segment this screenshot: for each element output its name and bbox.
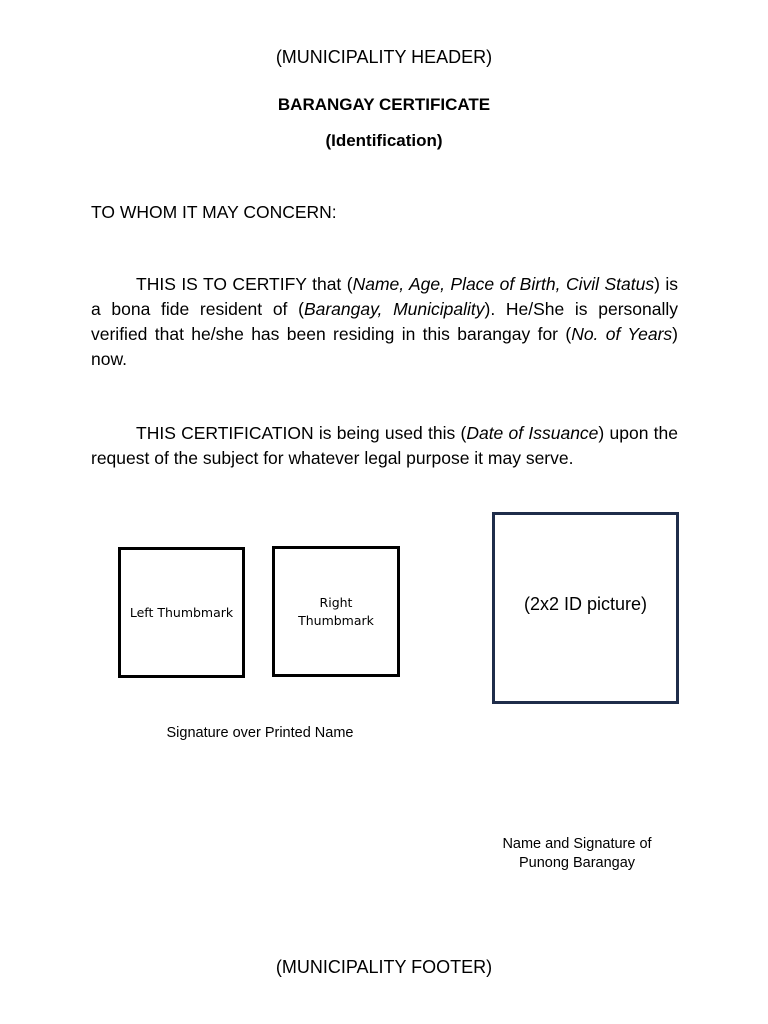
id-picture-label: (2x2 ID picture) (523, 594, 648, 614)
municipality-footer: (MUNICIPALITY FOOTER) (275, 957, 493, 977)
document-title: BARANGAY CERTIFICATE (277, 95, 491, 114)
placeholder-barangay-municipality: Barangay, Municipality (303, 299, 485, 319)
para2-text-2: ) upon the request of the subject for whatever legal purpose it may serve. (91, 423, 678, 468)
placeholder-personal-details: Name, Age, Place of Birth, Civil Status (352, 274, 655, 294)
left-thumbmark-box (118, 547, 245, 678)
punong-barangay-signature (467, 835, 687, 873)
usage-paragraph (91, 421, 678, 471)
signature-label: Signature over Printed Name (166, 725, 354, 741)
para1-text-1: THIS IS TO CERTIFY that ( (136, 274, 353, 294)
right-thumbmark-box (272, 546, 400, 677)
document-subtitle: (Identification) (325, 131, 443, 150)
right-thumbmark-label-line2: Thumbmark (298, 612, 374, 628)
para2-text-1: THIS CERTIFICATION is being used this ( (136, 423, 467, 443)
para1-text-3: ). He/She is personally verified that he/she has been residing in this barangay for ( (91, 299, 678, 344)
para1-text-2: ) is a bona fide resident of ( (91, 274, 679, 319)
id-picture-box (492, 512, 679, 704)
para1-text-4: ) now. (91, 324, 678, 369)
right-thumbmark-label (298, 594, 374, 630)
placeholder-years: No. of Years (571, 324, 673, 344)
certification-paragraph (91, 272, 678, 372)
punong-line-2: Punong Barangay (518, 855, 636, 871)
punong-line-1: Name and Signature of (502, 836, 652, 852)
left-thumbmark-label: Left Thumbmark (129, 604, 234, 620)
placeholder-date-issuance: Date of Issuance (466, 423, 599, 443)
municipality-header: (MUNICIPALITY HEADER) (275, 47, 493, 67)
right-thumbmark-label-line1: Right (319, 594, 353, 610)
salutation: TO WHOM IT MAY CONCERN: (91, 202, 337, 222)
